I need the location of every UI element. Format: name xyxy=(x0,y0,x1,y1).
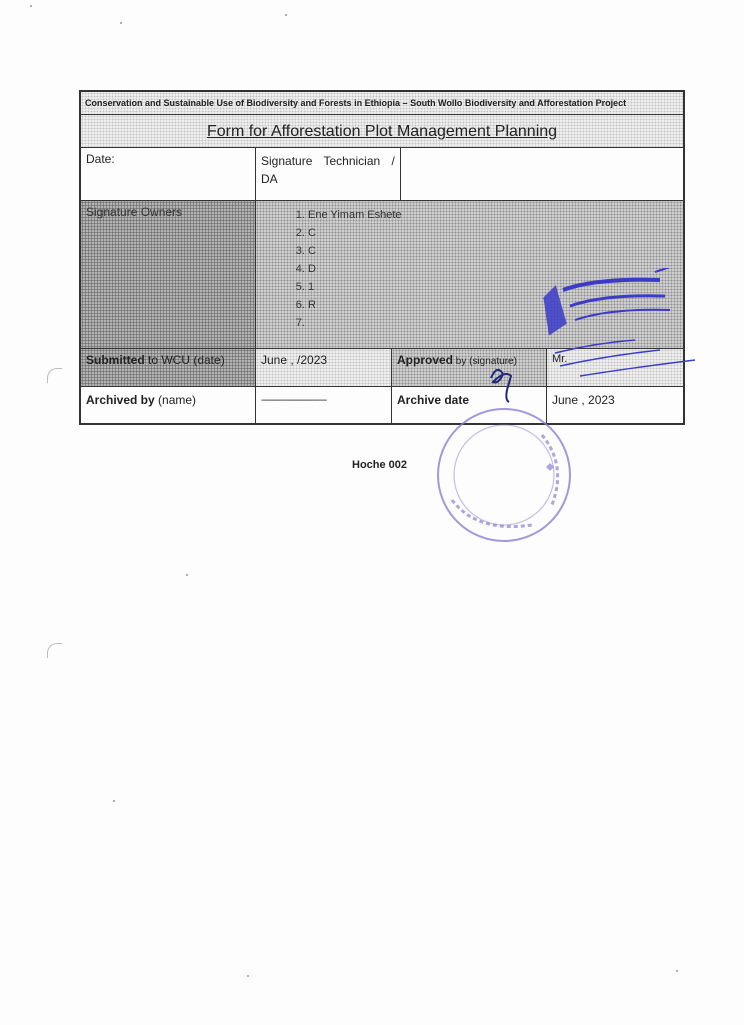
date-label: Date: xyxy=(81,147,255,200)
signature-technician-label: Signature Technician / DA xyxy=(255,147,400,200)
approved-label xyxy=(391,348,546,386)
archived-by-label xyxy=(81,386,255,423)
approved-value: Mr. xyxy=(546,348,683,386)
scan-speck xyxy=(186,574,188,576)
afforestation-plan-form xyxy=(79,90,685,425)
owner-item: 2. C xyxy=(308,224,683,242)
owner-item xyxy=(308,314,683,332)
submitted-label xyxy=(81,348,255,386)
scan-speck xyxy=(247,975,249,977)
scan-speck xyxy=(676,970,678,972)
approved-label-bold: Approved xyxy=(397,353,454,367)
scan-speck xyxy=(113,800,115,802)
owner-item: 5. 1 xyxy=(308,278,683,296)
archived-by-value: ---------------------------- xyxy=(255,386,391,423)
owner-item: 1. Ene Yimam Eshete xyxy=(308,206,683,224)
submitted-label-rest: to WCU (date) xyxy=(144,353,225,367)
archived-by-bold: Archived by xyxy=(86,393,155,407)
owner-item: 3. C xyxy=(308,242,683,260)
punch-hole-mark xyxy=(47,643,62,658)
scan-speck xyxy=(30,5,32,7)
submitted-date-value: June , /2023 xyxy=(255,348,391,386)
scan-speck xyxy=(285,14,287,16)
owner-item: 4. D xyxy=(308,260,683,278)
punch-hole-mark xyxy=(47,368,62,383)
project-title: Conservation and Sustainable Use of Biodiversity and Forests in Ethiopia – South Wollo Biodiversity and Afforestation Project xyxy=(81,92,683,114)
scan-speck xyxy=(120,22,122,24)
signature-owners-label: Signature Owners xyxy=(81,200,255,348)
archived-by-rest: (name) xyxy=(154,393,197,407)
archive-date-value: June , 2023 xyxy=(546,386,683,423)
document-caption: Hoche 002 xyxy=(352,459,408,471)
submitted-label-bold: Submitted xyxy=(86,353,145,367)
archive-date-label: Archive date xyxy=(391,386,546,423)
approved-label-rest: by (signature) xyxy=(453,356,517,367)
owners-list xyxy=(255,200,683,348)
form-title: Form for Afforestation Plot Management Planning xyxy=(81,114,683,147)
signature-technician-field[interactable] xyxy=(400,147,683,200)
owner-item: 6. R xyxy=(308,296,683,314)
round-official-seal xyxy=(432,405,577,545)
